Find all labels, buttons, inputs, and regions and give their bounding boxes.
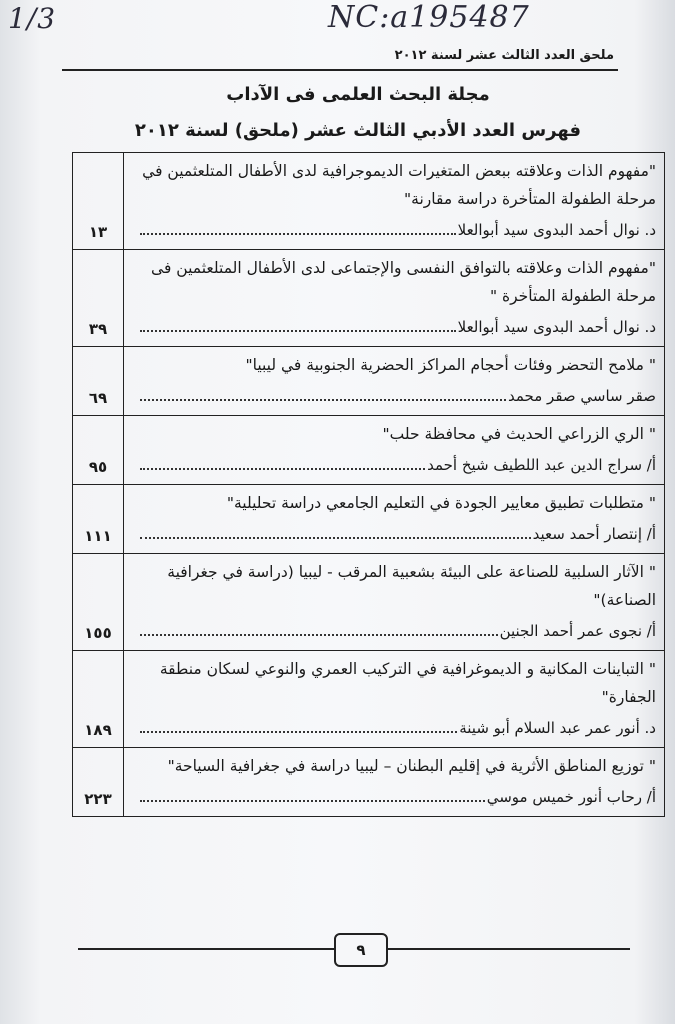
contents-table <box>72 152 665 817</box>
dot-leader <box>140 385 506 401</box>
entry-page: ١١١ <box>73 485 124 554</box>
entry-title: " توزيع المناطق الأثرية في إقليم البطنان – ليبيا دراسة في جغرافية السياحة" <box>167 757 656 775</box>
header-rule <box>62 69 618 71</box>
entry-author: د. نوال أحمد البدوى سيد أبوالعلا <box>457 318 656 336</box>
table-row <box>73 748 665 817</box>
entry-title: "مفهوم الذات وعلاقته بالتوافق النفسى والإجتماعى لدى الأطفال المتلعثمين فى مرحلة الطفولة المتأخرة " <box>151 259 656 305</box>
table-row <box>73 416 665 485</box>
entry-cell <box>124 554 665 651</box>
entry-cell <box>124 748 665 817</box>
table-row <box>73 485 665 554</box>
entry-author-line <box>134 314 656 340</box>
entry-cell <box>124 416 665 485</box>
handwritten-accession-number: NC:a195487 <box>328 0 530 35</box>
dot-leader <box>140 316 456 332</box>
entry-author: صقر ساسي صقر محمد <box>508 387 656 405</box>
entry-title: " التباينات المكانية و الديموغرافية في التركيب العمري والنوعي لسكان منطقة الجفارة" <box>159 660 656 706</box>
entry-author: د. نوال أحمد البدوى سيد أبوالعلا <box>457 221 656 239</box>
entry-page: ١٨٩ <box>73 651 124 748</box>
dot-leader <box>140 219 456 235</box>
entry-title: " ملامح التحضر وفئات أحجام المراكز الحضرية الجنوبية في ليبيا" <box>245 356 656 374</box>
entry-cell <box>124 250 665 347</box>
entry-author-line <box>134 452 656 478</box>
page-number: ٩ <box>334 933 388 967</box>
entry-title: " الآثار السلبية للصناعة على البيئة بشعبية المرقب - ليبيا (دراسة في جغرافية الصناعة)" <box>167 563 656 609</box>
entry-author: أ/ إنتصار أحمد سعيد <box>532 525 656 543</box>
table-row <box>73 554 665 651</box>
dot-leader <box>140 454 425 470</box>
entry-page: ٣٩ <box>73 250 124 347</box>
entry-page: ٩٥ <box>73 416 124 485</box>
entry-title: " الري الزراعي الحديث في محافظة حلب" <box>382 425 656 443</box>
entry-cell <box>124 347 665 416</box>
dot-leader <box>140 620 498 636</box>
footer-rule-right <box>386 948 630 950</box>
entry-page: ١٥٥ <box>73 554 124 651</box>
entry-author: د. أنور عمر عبد السلام أبو شينة <box>459 719 656 737</box>
entry-author-line <box>134 383 656 409</box>
entry-page: ١٣ <box>73 153 124 250</box>
journal-title: مجلة البحث العلمى فى الآداب <box>226 84 490 105</box>
entry-cell <box>124 651 665 748</box>
entry-author: أ/ نجوى عمر أحمد الجنين <box>499 622 656 640</box>
entry-author-line <box>134 618 656 644</box>
entry-title: "مفهوم الذات وعلاقته ببعض المتغيرات الديموجرافية لدى الأطفال المتلعثمين في مرحلة الطفولة المتأخرة دراسة مقارنة" <box>142 162 656 208</box>
entry-title: " متطلبات تطبيق معايير الجودة في التعليم الجامعي دراسة تحليلية" <box>226 494 656 512</box>
entry-page: ٢٢٣ <box>73 748 124 817</box>
dot-leader <box>140 523 531 539</box>
table-row <box>73 153 665 250</box>
running-head: ملحق العدد الثالث عشر لسنة ٢٠١٢ <box>394 48 614 63</box>
entry-author-line <box>134 715 656 741</box>
issue-title: فهرس العدد الأدبي الثالث عشر (ملحق) لسنة ٢٠١٢ <box>134 120 582 141</box>
entry-cell <box>124 153 665 250</box>
entry-author-line <box>134 521 656 547</box>
entry-author-line <box>134 784 656 810</box>
table-row <box>73 347 665 416</box>
table-row <box>73 651 665 748</box>
dot-leader <box>140 717 457 733</box>
footer-rule-left <box>78 948 334 950</box>
table-row <box>73 250 665 347</box>
entry-author-line <box>134 217 656 243</box>
handwritten-sheet-number: 1/3 <box>8 2 57 35</box>
dot-leader <box>140 786 485 802</box>
entry-author: أ/ سراج الدين عبد اللطيف شيخ أحمد <box>427 456 656 474</box>
entry-author: أ/ رحاب أنور خميس موسي <box>486 788 656 806</box>
entry-page: ٦٩ <box>73 347 124 416</box>
entry-cell <box>124 485 665 554</box>
